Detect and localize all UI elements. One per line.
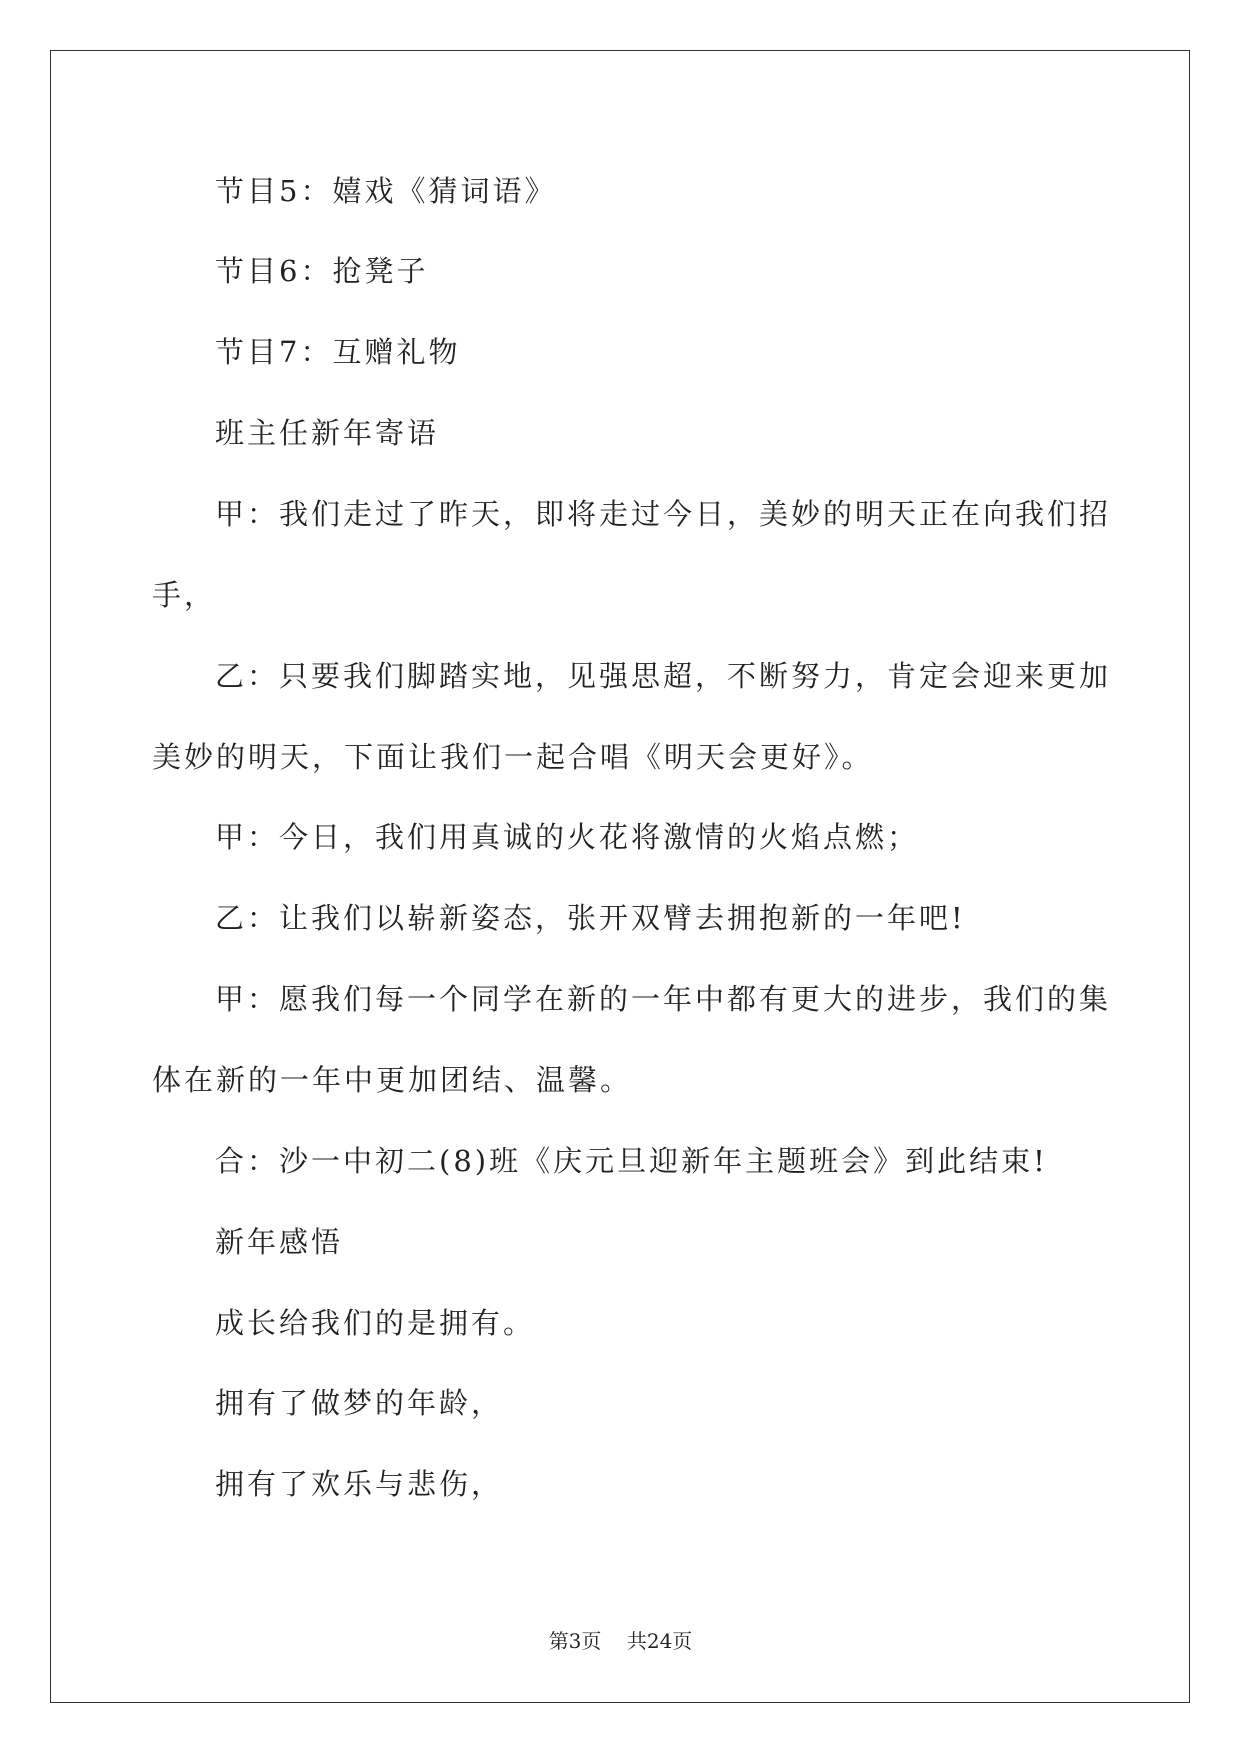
text-line: 美妙的明天，下面让我们一起合唱《明天会更好》。 — [152, 740, 874, 774]
text-line: 合：沙一中初二(8)班《庆元旦迎新年主题班会》到此结束! — [215, 1144, 1048, 1178]
text-line: 甲：愿我们每一个同学在新的一年中都有更大的进步，我们的集 — [215, 982, 1112, 1016]
text-line: 甲：我们走过了昨天，即将走过今日，美妙的明天正在向我们招 — [215, 497, 1112, 531]
text-line: 乙：让我们以崭新姿态，张开双臂去拥抱新的一年吧! — [215, 901, 966, 935]
text-line: 甲：今日，我们用真诚的火花将激情的火焰点燃； — [215, 820, 920, 854]
text-line: 体在新的一年中更加团结、温馨。 — [152, 1063, 633, 1097]
text-line: 新年感悟 — [215, 1225, 344, 1259]
text-line: 节目7：互赠礼物 — [215, 335, 461, 369]
page-number-footer: 第3页 共24页 — [548, 1629, 693, 1653]
text-line: 节目5：嬉戏《猜词语》 — [215, 174, 557, 208]
text-line: 班主任新年寄语 — [215, 416, 440, 450]
text-line: 手， — [152, 578, 217, 612]
text-line: 成长给我们的是拥有。 — [215, 1306, 536, 1340]
text-line: 节目6：抢凳子 — [215, 254, 429, 288]
text-line: 拥有了欢乐与悲伤， — [215, 1467, 504, 1501]
text-line: 乙：只要我们脚踏实地，见强思超，不断努力，肯定会迎来更加 — [215, 659, 1112, 693]
text-line: 拥有了做梦的年龄， — [215, 1386, 504, 1420]
page-border — [50, 50, 1190, 1703]
